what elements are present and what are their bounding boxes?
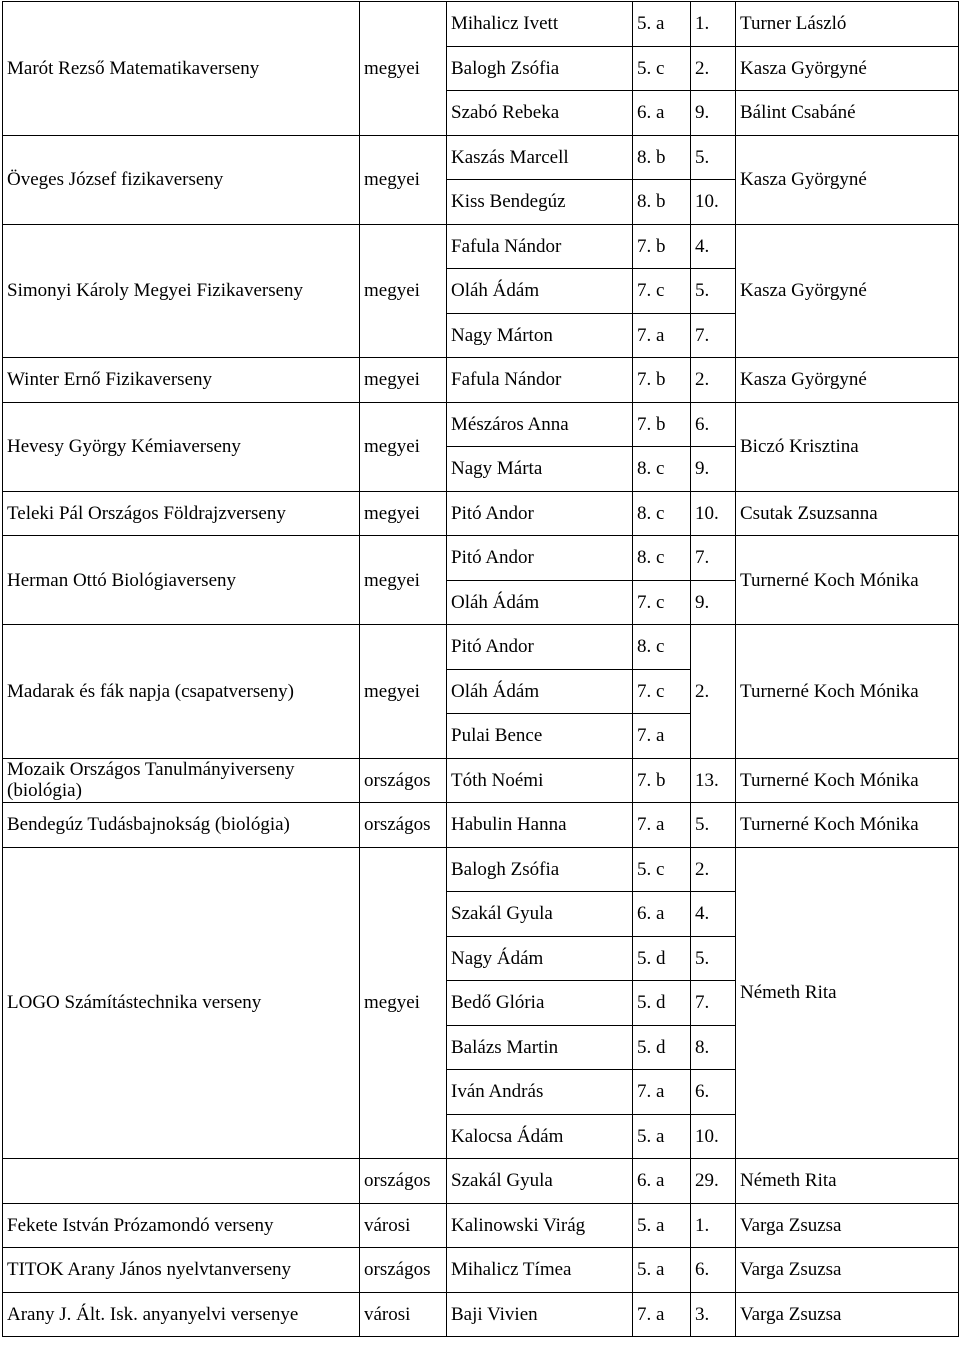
place-cell: 5. xyxy=(691,803,736,848)
place-cell: 8. xyxy=(691,1025,736,1070)
class-cell: 5. c xyxy=(633,847,691,892)
student-name-cell: Kalocsa Ádám xyxy=(447,1114,633,1159)
level-cell: megyei xyxy=(360,2,447,136)
student-name-cell: Szakál Gyula xyxy=(447,892,633,937)
class-cell: 6. a xyxy=(633,1159,691,1204)
place-cell: 7. xyxy=(691,981,736,1026)
student-name-cell: Oláh Ádám xyxy=(447,669,633,714)
teacher-cell: Németh Rita xyxy=(736,847,959,1159)
place-cell: 7. xyxy=(691,536,736,581)
place-cell: 10. xyxy=(691,491,736,536)
table-row xyxy=(3,2,959,47)
table-row xyxy=(3,758,959,803)
level-cell: megyei xyxy=(360,491,447,536)
place-cell: 3. xyxy=(691,1292,736,1337)
student-name-cell: Kalinowski Virág xyxy=(447,1203,633,1248)
class-cell: 8. c xyxy=(633,625,691,670)
class-cell: 6. a xyxy=(633,91,691,136)
teacher-cell: Turnerné Koch Mónika xyxy=(736,803,959,848)
class-cell: 7. a xyxy=(633,313,691,358)
teacher-cell: Turnerné Koch Mónika xyxy=(736,536,959,625)
competition-cell: LOGO Számítástechnika verseny xyxy=(3,847,360,1159)
class-cell: 5. a xyxy=(633,1114,691,1159)
teacher-cell: Turnerné Koch Mónika xyxy=(736,625,959,759)
teacher-cell: Turnerné Koch Mónika xyxy=(736,758,959,803)
student-name-cell: Pitó Andor xyxy=(447,625,633,670)
table-row xyxy=(3,358,959,403)
class-cell: 8. c xyxy=(633,491,691,536)
student-name-cell: Szakál Gyula xyxy=(447,1159,633,1204)
place-cell: 13. xyxy=(691,758,736,803)
place-cell: 5. xyxy=(691,936,736,981)
teacher-cell: Bálint Csabáné xyxy=(736,91,959,136)
table-row xyxy=(3,1159,959,1204)
competition-cell: Arany J. Ált. Isk. anyanyelvi versenye xyxy=(3,1292,360,1337)
table-row xyxy=(3,491,959,536)
student-name-cell: Szabó Rebeka xyxy=(447,91,633,136)
class-cell: 7. b xyxy=(633,224,691,269)
class-cell: 8. b xyxy=(633,135,691,180)
competition-cell: Herman Ottó Biológiaverseny xyxy=(3,536,360,625)
competition-cell: Bendegúz Tudásbajnokság (biológia) xyxy=(3,803,360,848)
level-cell: országos xyxy=(360,1159,447,1204)
place-cell: 6. xyxy=(691,1070,736,1115)
student-name-cell: Nagy Ádám xyxy=(447,936,633,981)
table-row xyxy=(3,224,959,269)
competition-cell: Teleki Pál Országos Földrajzverseny xyxy=(3,491,360,536)
class-cell: 8. b xyxy=(633,180,691,225)
student-name-cell: Fafula Nándor xyxy=(447,224,633,269)
class-cell: 6. a xyxy=(633,892,691,937)
level-cell: megyei xyxy=(360,536,447,625)
place-cell: 29. xyxy=(691,1159,736,1204)
student-name-cell: Pitó Andor xyxy=(447,491,633,536)
level-cell: városi xyxy=(360,1292,447,1337)
student-name-cell: Mészáros Anna xyxy=(447,402,633,447)
competition-cell: Fekete István Prózamondó verseny xyxy=(3,1203,360,1248)
level-cell: megyei xyxy=(360,224,447,358)
teacher-cell: Kasza Györgyné xyxy=(736,46,959,91)
student-name-cell: Fafula Nándor xyxy=(447,358,633,403)
competition-cell: TITOK Arany János nyelvtanverseny xyxy=(3,1248,360,1293)
teacher-cell: Csutak Zsuzsanna xyxy=(736,491,959,536)
class-cell: 7. a xyxy=(633,1070,691,1115)
place-cell: 4. xyxy=(691,224,736,269)
place-cell: 5. xyxy=(691,269,736,314)
class-cell: 5. a xyxy=(633,2,691,47)
student-name-cell: Nagy Márton xyxy=(447,313,633,358)
place-cell: 9. xyxy=(691,447,736,492)
class-cell: 7. a xyxy=(633,1292,691,1337)
student-name-cell: Kaszás Marcell xyxy=(447,135,633,180)
student-name-cell: Habulin Hanna xyxy=(447,803,633,848)
student-name-cell: Baji Vivien xyxy=(447,1292,633,1337)
student-name-cell: Oláh Ádám xyxy=(447,580,633,625)
place-cell: 6. xyxy=(691,1248,736,1293)
table-row xyxy=(3,1203,959,1248)
teacher-cell: Turner László xyxy=(736,2,959,47)
competition-cell: Mozaik Országos Tanulmányiverseny (biológia) xyxy=(3,758,360,803)
table-row xyxy=(3,402,959,447)
student-name-cell: Mihalicz Tímea xyxy=(447,1248,633,1293)
level-cell: országos xyxy=(360,803,447,848)
student-name-cell: Balogh Zsófia xyxy=(447,46,633,91)
class-cell: 7. a xyxy=(633,803,691,848)
place-cell: 2. xyxy=(691,358,736,403)
student-name-cell: Kiss Bendegúz xyxy=(447,180,633,225)
class-cell: 5. c xyxy=(633,46,691,91)
level-cell: megyei xyxy=(360,625,447,759)
table-row xyxy=(3,536,959,581)
competition-cell: Madarak és fák napja (csapatverseny) xyxy=(3,625,360,759)
table-row xyxy=(3,625,959,670)
class-cell: 5. d xyxy=(633,981,691,1026)
class-cell: 5. a xyxy=(633,1248,691,1293)
place-cell: 5. xyxy=(691,135,736,180)
competition-results-table xyxy=(2,1,959,1337)
level-cell: megyei xyxy=(360,358,447,403)
teacher-cell: Kasza Györgyné xyxy=(736,224,959,358)
place-cell: 4. xyxy=(691,892,736,937)
table-row xyxy=(3,135,959,180)
teacher-cell: Kasza Györgyné xyxy=(736,358,959,403)
class-cell: 8. c xyxy=(633,536,691,581)
table-row xyxy=(3,847,959,892)
table-row xyxy=(3,1292,959,1337)
competition-cell: Hevesy György Kémiaverseny xyxy=(3,402,360,491)
teacher-cell: Németh Rita xyxy=(736,1159,959,1204)
place-cell: 2. xyxy=(691,625,736,759)
class-cell: 7. c xyxy=(633,269,691,314)
student-name-cell: Mihalicz Ivett xyxy=(447,2,633,47)
student-name-cell: Oláh Ádám xyxy=(447,269,633,314)
place-cell: 7. xyxy=(691,313,736,358)
level-cell: országos xyxy=(360,1248,447,1293)
table-row xyxy=(3,1248,959,1293)
student-name-cell: Tóth Noémi xyxy=(447,758,633,803)
teacher-cell: Varga Zsuzsa xyxy=(736,1203,959,1248)
place-cell: 6. xyxy=(691,402,736,447)
class-cell: 7. b xyxy=(633,358,691,403)
class-cell: 5. d xyxy=(633,936,691,981)
teacher-cell: Biczó Krisztina xyxy=(736,402,959,491)
student-name-cell: Bedő Glória xyxy=(447,981,633,1026)
student-name-cell: Pulai Bence xyxy=(447,714,633,759)
student-name-cell: Iván András xyxy=(447,1070,633,1115)
competition-cell: Winter Ernő Fizikaverseny xyxy=(3,358,360,403)
place-cell: 2. xyxy=(691,847,736,892)
place-cell: 9. xyxy=(691,91,736,136)
place-cell: 10. xyxy=(691,1114,736,1159)
class-cell: 7. a xyxy=(633,714,691,759)
level-cell: országos xyxy=(360,758,447,803)
class-cell: 5. a xyxy=(633,1203,691,1248)
table-row xyxy=(3,803,959,848)
competition-cell: Simonyi Károly Megyei Fizikaverseny xyxy=(3,224,360,358)
teacher-cell: Varga Zsuzsa xyxy=(736,1248,959,1293)
student-name-cell: Nagy Márta xyxy=(447,447,633,492)
competition-cell xyxy=(3,1159,360,1204)
teacher-cell: Varga Zsuzsa xyxy=(736,1292,959,1337)
level-cell: városi xyxy=(360,1203,447,1248)
place-cell: 10. xyxy=(691,180,736,225)
class-cell: 8. c xyxy=(633,447,691,492)
teacher-cell: Kasza Györgyné xyxy=(736,135,959,224)
level-cell: megyei xyxy=(360,135,447,224)
place-cell: 2. xyxy=(691,46,736,91)
competition-cell: Öveges József fizikaverseny xyxy=(3,135,360,224)
level-cell: megyei xyxy=(360,847,447,1159)
student-name-cell: Balázs Martin xyxy=(447,1025,633,1070)
class-cell: 7. b xyxy=(633,758,691,803)
class-cell: 5. d xyxy=(633,1025,691,1070)
class-cell: 7. c xyxy=(633,580,691,625)
competition-cell: Marót Rezső Matematikaverseny xyxy=(3,2,360,136)
class-cell: 7. c xyxy=(633,669,691,714)
class-cell: 7. b xyxy=(633,402,691,447)
student-name-cell: Balogh Zsófia xyxy=(447,847,633,892)
level-cell: megyei xyxy=(360,402,447,491)
place-cell: 9. xyxy=(691,580,736,625)
student-name-cell: Pitó Andor xyxy=(447,536,633,581)
place-cell: 1. xyxy=(691,1203,736,1248)
place-cell: 1. xyxy=(691,2,736,47)
